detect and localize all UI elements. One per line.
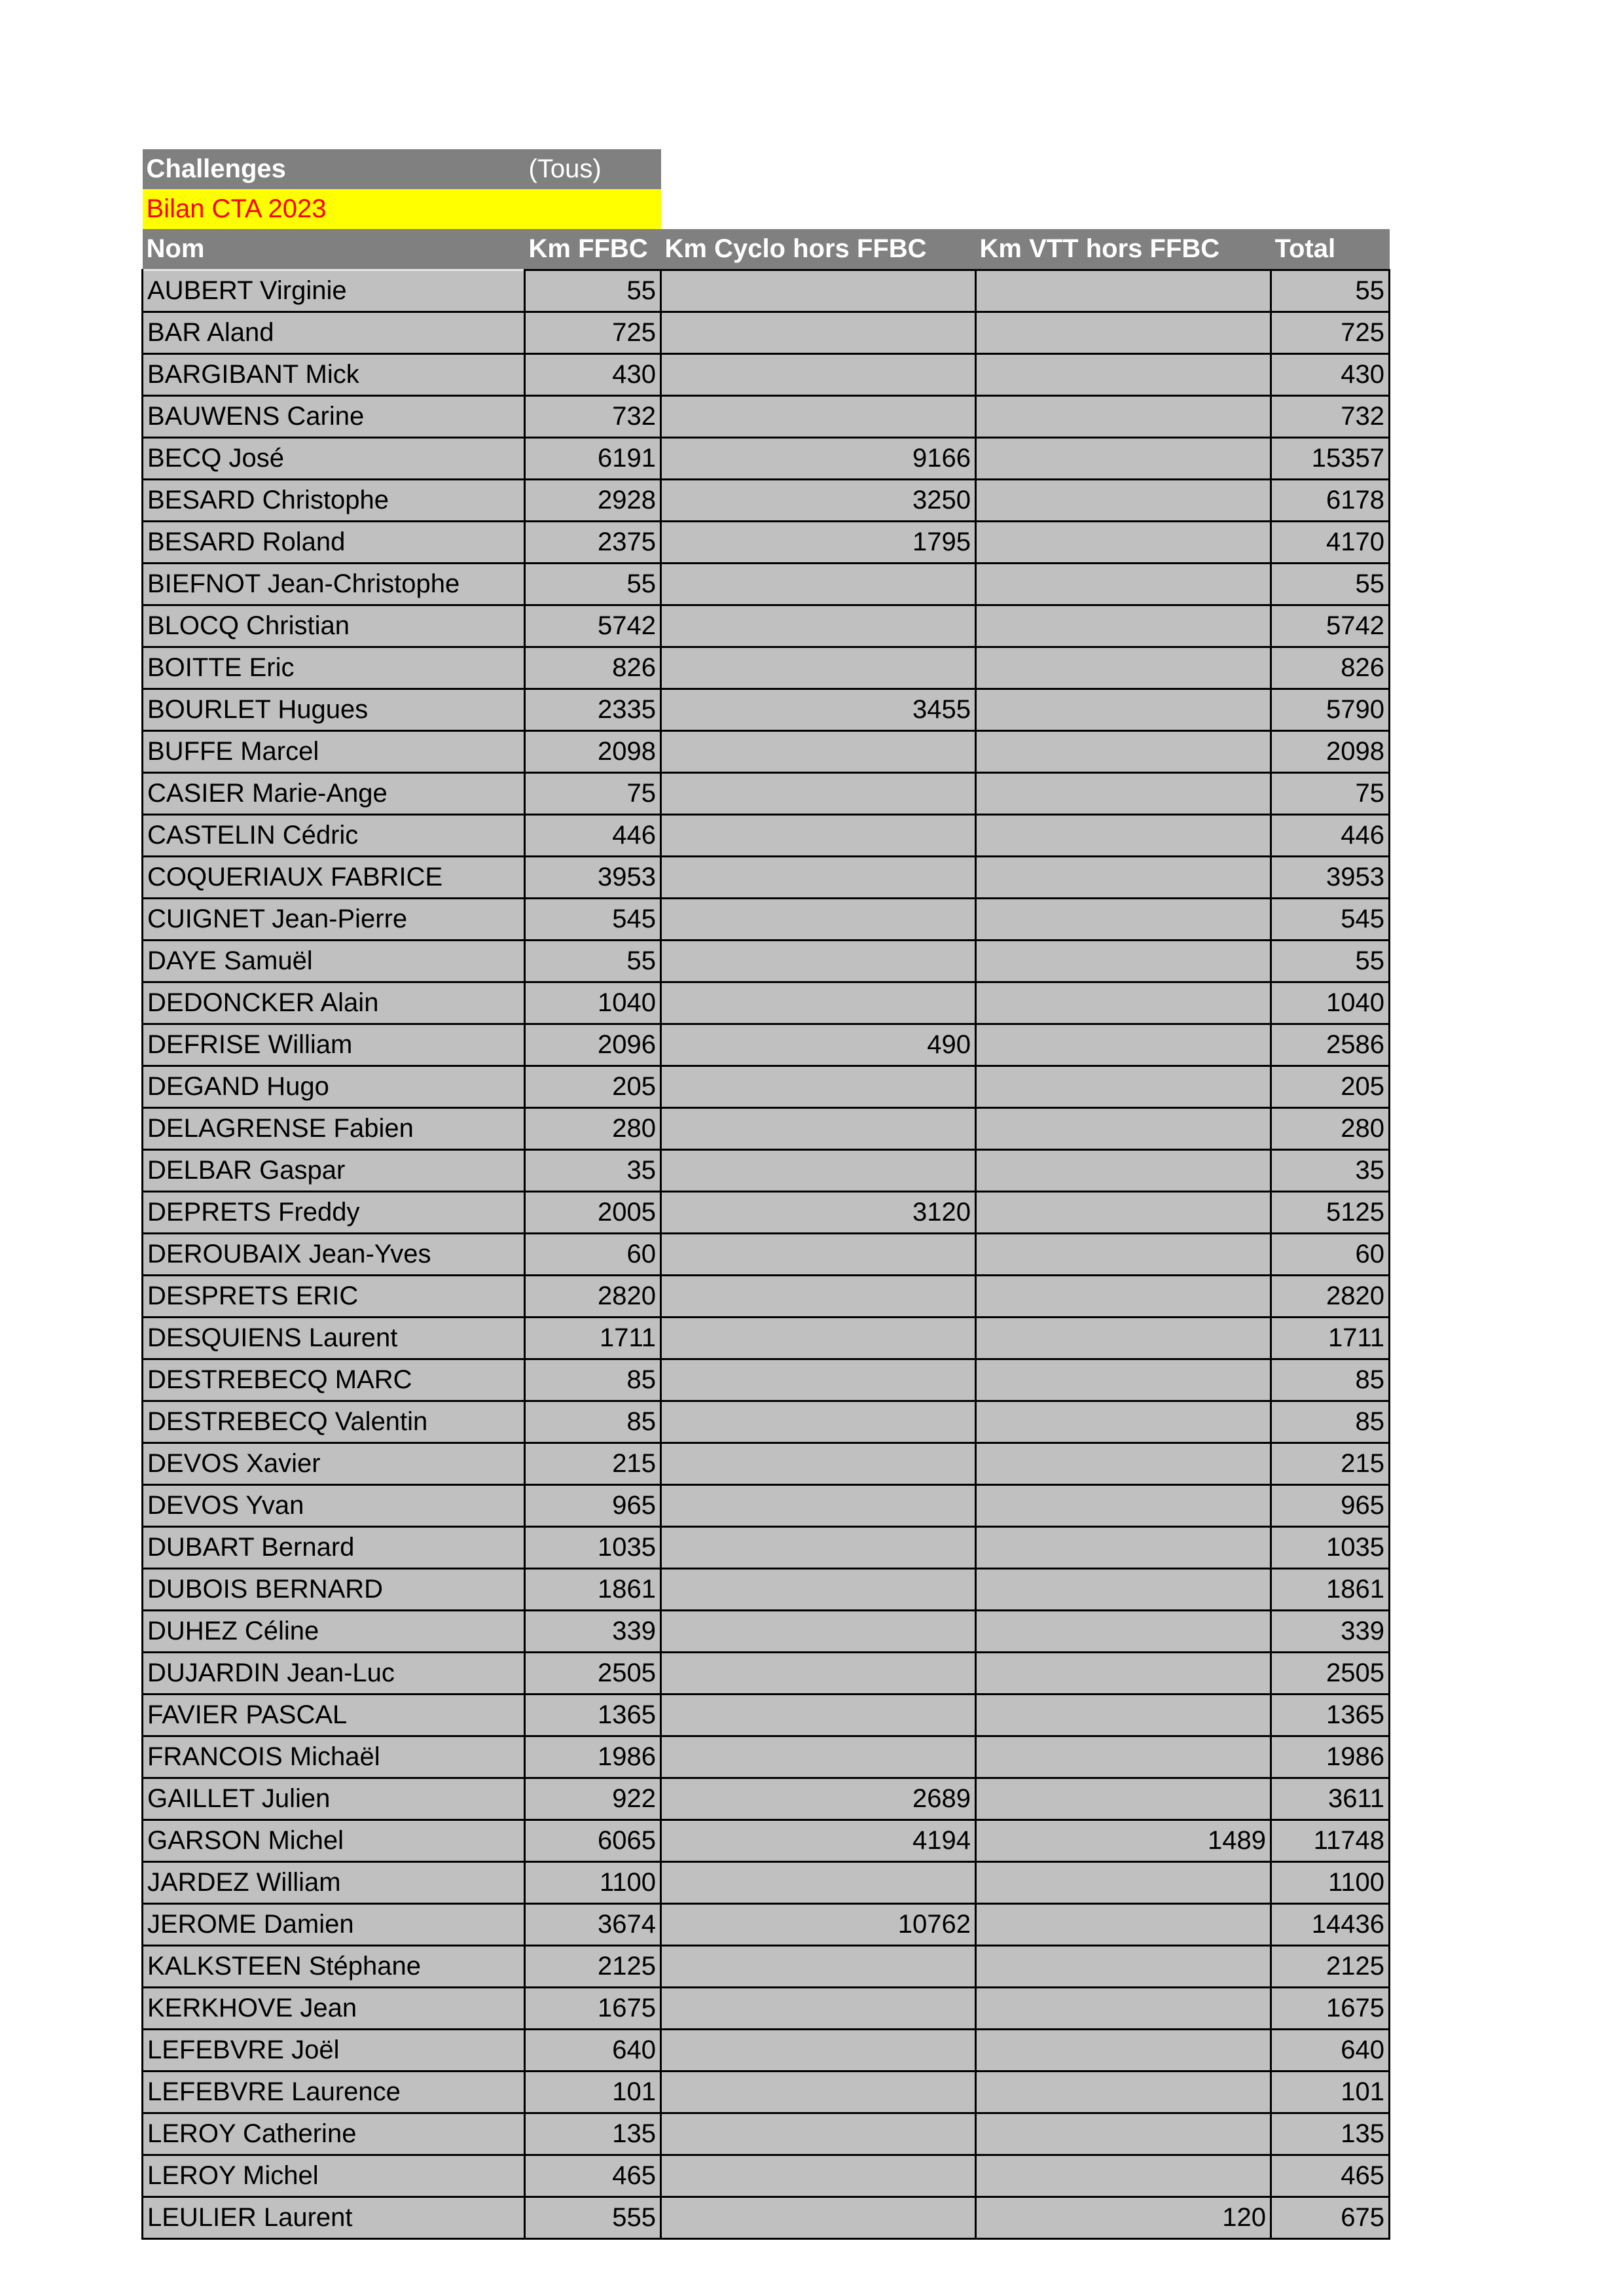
km-vtt-cell	[976, 899, 1271, 941]
km-vtt-cell	[976, 647, 1271, 689]
km-vtt-cell	[976, 1946, 1271, 1988]
name-cell: FRANCOIS Michaël	[143, 1736, 525, 1778]
name-cell: DEROUBAIX Jean-Yves	[143, 1234, 525, 1276]
km-vtt-cell	[976, 1695, 1271, 1736]
name-cell: BAR Aland	[143, 312, 525, 354]
name-cell: LEFEBVRE Laurence	[143, 2072, 525, 2113]
km-cyclo-cell	[661, 1234, 976, 1276]
total-cell: 5790	[1271, 689, 1390, 731]
name-cell: BARGIBANT Mick	[143, 354, 525, 396]
name-cell: BLOCQ Christian	[143, 605, 525, 647]
km-ffbc-cell: 55	[525, 270, 661, 312]
km-ffbc-cell: 1100	[525, 1862, 661, 1904]
km-cyclo-cell	[661, 731, 976, 773]
km-ffbc-cell: 6191	[525, 438, 661, 480]
km-ffbc-cell: 55	[525, 564, 661, 605]
km-ffbc-cell: 1365	[525, 1695, 661, 1736]
name-cell: DELBAR Gaspar	[143, 1150, 525, 1192]
km-vtt-cell	[976, 1653, 1271, 1695]
total-cell: 339	[1271, 1611, 1390, 1653]
km-ffbc-cell: 545	[525, 899, 661, 941]
name-cell: GAILLET Julien	[143, 1778, 525, 1820]
name-cell: DESQUIENS Laurent	[143, 1318, 525, 1359]
km-vtt-cell	[976, 1736, 1271, 1778]
km-ffbc-cell: 35	[525, 1150, 661, 1192]
km-cyclo-cell	[661, 899, 976, 941]
name-cell: BESARD Christophe	[143, 480, 525, 522]
km-vtt-cell	[976, 1527, 1271, 1569]
km-ffbc-cell: 280	[525, 1108, 661, 1150]
name-cell: DUJARDIN Jean-Luc	[143, 1653, 525, 1695]
km-ffbc-cell: 6065	[525, 1820, 661, 1862]
table-row	[143, 689, 1390, 731]
km-cyclo-cell	[661, 2030, 976, 2072]
name-cell: BIEFNOT Jean-Christophe	[143, 564, 525, 605]
table-row	[143, 1443, 1390, 1485]
km-cyclo-cell	[661, 1695, 976, 1736]
km-vtt-cell	[976, 396, 1271, 438]
name-cell: CASTELIN Cédric	[143, 815, 525, 857]
km-vtt-cell	[976, 438, 1271, 480]
km-cyclo-cell: 3120	[661, 1192, 976, 1234]
km-ffbc-cell: 430	[525, 354, 661, 396]
name-cell: DEVOS Xavier	[143, 1443, 525, 1485]
km-vtt-cell	[976, 1904, 1271, 1946]
km-cyclo-cell	[661, 815, 976, 857]
km-vtt-cell	[976, 354, 1271, 396]
filter-row	[143, 149, 1390, 189]
total-cell: 640	[1271, 2030, 1390, 2072]
total-cell: 732	[1271, 396, 1390, 438]
total-cell: 55	[1271, 270, 1390, 312]
col-header-total: Total	[1271, 229, 1390, 270]
km-cyclo-cell: 10762	[661, 1904, 976, 1946]
km-cyclo-cell	[661, 1862, 976, 1904]
total-cell: 2505	[1271, 1653, 1390, 1695]
km-vtt-cell	[976, 1443, 1271, 1485]
km-vtt-cell: 120	[976, 2197, 1271, 2239]
table-row	[143, 1611, 1390, 1653]
table-row	[143, 522, 1390, 564]
km-ffbc-cell: 2005	[525, 1192, 661, 1234]
table-row	[143, 312, 1390, 354]
total-cell: 75	[1271, 773, 1390, 815]
table-row	[143, 1401, 1390, 1443]
table-row	[143, 773, 1390, 815]
name-cell: DESPRETS ERIC	[143, 1276, 525, 1318]
km-ffbc-cell: 2098	[525, 731, 661, 773]
km-cyclo-cell	[661, 564, 976, 605]
total-cell: 1675	[1271, 1988, 1390, 2030]
total-cell: 1365	[1271, 1695, 1390, 1736]
table-row	[143, 899, 1390, 941]
km-cyclo-cell	[661, 773, 976, 815]
km-vtt-cell	[976, 2030, 1271, 2072]
km-ffbc-cell: 725	[525, 312, 661, 354]
table-row	[143, 2072, 1390, 2113]
total-cell: 3953	[1271, 857, 1390, 899]
km-ffbc-cell: 2335	[525, 689, 661, 731]
km-ffbc-cell: 2125	[525, 1946, 661, 1988]
table-row	[143, 1024, 1390, 1066]
total-cell: 3611	[1271, 1778, 1390, 1820]
km-vtt-cell	[976, 2113, 1271, 2155]
km-vtt-cell	[976, 1276, 1271, 1318]
table-row	[143, 1653, 1390, 1695]
km-ffbc-cell: 465	[525, 2155, 661, 2197]
km-cyclo-cell: 4194	[661, 1820, 976, 1862]
total-cell: 675	[1271, 2197, 1390, 2239]
table-row	[143, 1527, 1390, 1569]
km-vtt-cell	[976, 2072, 1271, 2113]
km-ffbc-cell: 2096	[525, 1024, 661, 1066]
name-cell: DUBOIS BERNARD	[143, 1569, 525, 1611]
table-row	[143, 480, 1390, 522]
total-cell: 5125	[1271, 1192, 1390, 1234]
table-row	[143, 564, 1390, 605]
name-cell: DEFRISE William	[143, 1024, 525, 1066]
table-row	[143, 1778, 1390, 1820]
name-cell: JARDEZ William	[143, 1862, 525, 1904]
table-row	[143, 1276, 1390, 1318]
name-cell: BOURLET Hugues	[143, 689, 525, 731]
total-cell: 215	[1271, 1443, 1390, 1485]
total-cell: 446	[1271, 815, 1390, 857]
km-vtt-cell	[976, 1569, 1271, 1611]
km-vtt-cell	[976, 2155, 1271, 2197]
km-cyclo-cell	[661, 354, 976, 396]
table-row	[143, 857, 1390, 899]
name-cell: JEROME Damien	[143, 1904, 525, 1946]
total-cell: 35	[1271, 1150, 1390, 1192]
total-cell: 5742	[1271, 605, 1390, 647]
km-ffbc-cell: 205	[525, 1066, 661, 1108]
km-cyclo-cell: 3250	[661, 480, 976, 522]
km-vtt-cell	[976, 982, 1271, 1024]
table-row	[143, 2113, 1390, 2155]
total-cell: 1861	[1271, 1569, 1390, 1611]
km-cyclo-cell	[661, 2155, 976, 2197]
km-cyclo-cell	[661, 941, 976, 982]
total-cell: 85	[1271, 1359, 1390, 1401]
km-vtt-cell	[976, 564, 1271, 605]
name-cell: DESTREBECQ MARC	[143, 1359, 525, 1401]
km-cyclo-cell	[661, 1653, 976, 1695]
km-vtt-cell	[976, 731, 1271, 773]
km-ffbc-cell: 640	[525, 2030, 661, 2072]
total-cell: 85	[1271, 1401, 1390, 1443]
km-cyclo-cell	[661, 1401, 976, 1443]
name-cell: AUBERT Virginie	[143, 270, 525, 312]
km-ffbc-cell: 555	[525, 2197, 661, 2239]
km-vtt-cell	[976, 1108, 1271, 1150]
table-row	[143, 1485, 1390, 1527]
name-cell: GARSON Michel	[143, 1820, 525, 1862]
km-vtt-cell	[976, 605, 1271, 647]
table-row	[143, 731, 1390, 773]
name-cell: LEROY Catherine	[143, 2113, 525, 2155]
km-ffbc-cell: 75	[525, 773, 661, 815]
km-ffbc-cell: 339	[525, 1611, 661, 1653]
km-ffbc-cell: 1861	[525, 1569, 661, 1611]
km-cyclo-cell	[661, 1276, 976, 1318]
km-vtt-cell	[976, 270, 1271, 312]
table-row	[143, 647, 1390, 689]
km-cyclo-cell	[661, 1527, 976, 1569]
filter-value[interactable]: (Tous)	[525, 149, 661, 189]
table-row	[143, 815, 1390, 857]
table-row	[143, 2030, 1390, 2072]
km-vtt-cell	[976, 1611, 1271, 1653]
km-vtt-cell	[976, 1862, 1271, 1904]
challenges-label: Challenges	[143, 149, 525, 189]
report-subtitle: Bilan CTA 2023	[143, 189, 525, 229]
km-cyclo-cell	[661, 647, 976, 689]
km-vtt-cell	[976, 1401, 1271, 1443]
km-cyclo-cell	[661, 857, 976, 899]
name-cell: LEFEBVRE Joël	[143, 2030, 525, 2072]
total-cell: 965	[1271, 1485, 1390, 1527]
table-row	[143, 1736, 1390, 1778]
name-cell: CUIGNET Jean-Pierre	[143, 899, 525, 941]
km-ffbc-cell: 732	[525, 396, 661, 438]
total-cell: 55	[1271, 941, 1390, 982]
cta-table	[141, 149, 1390, 2240]
km-ffbc-cell: 215	[525, 1443, 661, 1485]
km-vtt-cell	[976, 1234, 1271, 1276]
total-cell: 15357	[1271, 438, 1390, 480]
name-cell: LEULIER Laurent	[143, 2197, 525, 2239]
total-cell: 205	[1271, 1066, 1390, 1108]
km-ffbc-cell: 55	[525, 941, 661, 982]
km-ffbc-cell: 3674	[525, 1904, 661, 1946]
name-cell: BESARD Roland	[143, 522, 525, 564]
name-cell: DUBART Bernard	[143, 1527, 525, 1569]
table-row	[143, 270, 1390, 312]
km-ffbc-cell: 5742	[525, 605, 661, 647]
total-cell: 1040	[1271, 982, 1390, 1024]
total-cell: 4170	[1271, 522, 1390, 564]
km-cyclo-cell	[661, 1066, 976, 1108]
km-cyclo-cell	[661, 1108, 976, 1150]
km-vtt-cell: 1489	[976, 1820, 1271, 1862]
km-cyclo-cell	[661, 1359, 976, 1401]
name-cell: BECQ José	[143, 438, 525, 480]
name-cell: DEPRETS Freddy	[143, 1192, 525, 1234]
table-row	[143, 1192, 1390, 1234]
km-cyclo-cell	[661, 1569, 976, 1611]
km-ffbc-cell: 2820	[525, 1276, 661, 1318]
km-ffbc-cell: 3953	[525, 857, 661, 899]
km-vtt-cell	[976, 1778, 1271, 1820]
km-cyclo-cell: 1795	[661, 522, 976, 564]
total-cell: 101	[1271, 2072, 1390, 2113]
table-row	[143, 1150, 1390, 1192]
km-cyclo-cell	[661, 1988, 976, 2030]
total-cell: 135	[1271, 2113, 1390, 2155]
name-cell: DUHEZ Céline	[143, 1611, 525, 1653]
column-header-row	[143, 229, 1390, 270]
km-ffbc-cell: 101	[525, 2072, 661, 2113]
km-vtt-cell	[976, 1150, 1271, 1192]
total-cell: 1035	[1271, 1527, 1390, 1569]
total-cell: 1711	[1271, 1318, 1390, 1359]
km-ffbc-cell: 1035	[525, 1527, 661, 1569]
total-cell: 6178	[1271, 480, 1390, 522]
km-ffbc-cell: 60	[525, 1234, 661, 1276]
total-cell: 725	[1271, 312, 1390, 354]
km-vtt-cell	[976, 1066, 1271, 1108]
name-cell: DESTREBECQ Valentin	[143, 1401, 525, 1443]
km-vtt-cell	[976, 1192, 1271, 1234]
km-ffbc-cell: 2505	[525, 1653, 661, 1695]
km-vtt-cell	[976, 773, 1271, 815]
km-cyclo-cell	[661, 2072, 976, 2113]
total-cell: 430	[1271, 354, 1390, 396]
table-row	[143, 1318, 1390, 1359]
table-row	[143, 1904, 1390, 1946]
km-vtt-cell	[976, 857, 1271, 899]
table-body	[143, 270, 1390, 2239]
total-cell: 11748	[1271, 1820, 1390, 1862]
table-row	[143, 2155, 1390, 2197]
km-ffbc-cell: 2375	[525, 522, 661, 564]
table-row	[143, 438, 1390, 480]
name-cell: DAYE Samuël	[143, 941, 525, 982]
table-row	[143, 1066, 1390, 1108]
km-cyclo-cell	[661, 1318, 976, 1359]
total-cell: 60	[1271, 1234, 1390, 1276]
km-cyclo-cell	[661, 2197, 976, 2239]
subtitle-row	[143, 189, 1390, 229]
km-cyclo-cell	[661, 1443, 976, 1485]
km-vtt-cell	[976, 1359, 1271, 1401]
km-cyclo-cell: 3455	[661, 689, 976, 731]
table-row	[143, 2197, 1390, 2239]
km-vtt-cell	[976, 312, 1271, 354]
km-vtt-cell	[976, 522, 1271, 564]
table-row	[143, 354, 1390, 396]
total-cell: 545	[1271, 899, 1390, 941]
col-header-km-vtt: Km VTT hors FFBC	[976, 229, 1271, 270]
table-row	[143, 941, 1390, 982]
table-row	[143, 396, 1390, 438]
table-row	[143, 1820, 1390, 1862]
km-vtt-cell	[976, 480, 1271, 522]
km-vtt-cell	[976, 815, 1271, 857]
total-cell: 2098	[1271, 731, 1390, 773]
km-ffbc-cell: 2928	[525, 480, 661, 522]
table-row	[143, 1108, 1390, 1150]
km-cyclo-cell	[661, 2113, 976, 2155]
km-ffbc-cell: 85	[525, 1401, 661, 1443]
name-cell: KALKSTEEN Stéphane	[143, 1946, 525, 1988]
km-ffbc-cell: 1675	[525, 1988, 661, 2030]
km-vtt-cell	[976, 1024, 1271, 1066]
table-row	[143, 1359, 1390, 1401]
km-ffbc-cell: 1986	[525, 1736, 661, 1778]
km-ffbc-cell: 1711	[525, 1318, 661, 1359]
km-ffbc-cell: 826	[525, 647, 661, 689]
table-row	[143, 1862, 1390, 1904]
km-vtt-cell	[976, 1988, 1271, 2030]
km-cyclo-cell	[661, 270, 976, 312]
table-row	[143, 605, 1390, 647]
name-cell: DEVOS Yvan	[143, 1485, 525, 1527]
col-header-km-cyclo: Km Cyclo hors FFBC	[661, 229, 976, 270]
km-cyclo-cell	[661, 1150, 976, 1192]
total-cell: 2586	[1271, 1024, 1390, 1066]
table-row	[143, 1234, 1390, 1276]
total-cell: 465	[1271, 2155, 1390, 2197]
total-cell: 1986	[1271, 1736, 1390, 1778]
km-cyclo-cell: 9166	[661, 438, 976, 480]
km-ffbc-cell: 85	[525, 1359, 661, 1401]
km-cyclo-cell	[661, 1736, 976, 1778]
total-cell: 280	[1271, 1108, 1390, 1150]
total-cell: 14436	[1271, 1904, 1390, 1946]
total-cell: 1100	[1271, 1862, 1390, 1904]
name-cell: DELAGRENSE Fabien	[143, 1108, 525, 1150]
name-cell: CASIER Marie-Ange	[143, 773, 525, 815]
name-cell: BUFFE Marcel	[143, 731, 525, 773]
table-row	[143, 1946, 1390, 1988]
km-cyclo-cell	[661, 982, 976, 1024]
table-row	[143, 1988, 1390, 2030]
km-cyclo-cell: 2689	[661, 1778, 976, 1820]
km-cyclo-cell	[661, 1946, 976, 1988]
km-ffbc-cell: 922	[525, 1778, 661, 1820]
km-cyclo-cell: 490	[661, 1024, 976, 1066]
name-cell: DEDONCKER Alain	[143, 982, 525, 1024]
total-cell: 826	[1271, 647, 1390, 689]
spreadsheet	[141, 149, 1390, 2240]
name-cell: COQUERIAUX FABRICE	[143, 857, 525, 899]
table-row	[143, 1695, 1390, 1736]
km-ffbc-cell: 1040	[525, 982, 661, 1024]
name-cell: KERKHOVE Jean	[143, 1988, 525, 2030]
km-cyclo-cell	[661, 312, 976, 354]
total-cell: 2820	[1271, 1276, 1390, 1318]
km-ffbc-cell: 965	[525, 1485, 661, 1527]
col-header-nom: Nom	[143, 229, 525, 270]
km-vtt-cell	[976, 941, 1271, 982]
name-cell: DEGAND Hugo	[143, 1066, 525, 1108]
name-cell: FAVIER PASCAL	[143, 1695, 525, 1736]
km-ffbc-cell: 446	[525, 815, 661, 857]
km-ffbc-cell: 135	[525, 2113, 661, 2155]
total-cell: 55	[1271, 564, 1390, 605]
col-header-km-ffbc: Km FFBC	[525, 229, 661, 270]
total-cell: 2125	[1271, 1946, 1390, 1988]
km-vtt-cell	[976, 1318, 1271, 1359]
name-cell: LEROY Michel	[143, 2155, 525, 2197]
name-cell: BOITTE Eric	[143, 647, 525, 689]
km-cyclo-cell	[661, 1485, 976, 1527]
km-vtt-cell	[976, 1485, 1271, 1527]
table-row	[143, 982, 1390, 1024]
km-cyclo-cell	[661, 1611, 976, 1653]
km-vtt-cell	[976, 689, 1271, 731]
table-row	[143, 1569, 1390, 1611]
km-cyclo-cell	[661, 605, 976, 647]
name-cell: BAUWENS Carine	[143, 396, 525, 438]
km-cyclo-cell	[661, 396, 976, 438]
